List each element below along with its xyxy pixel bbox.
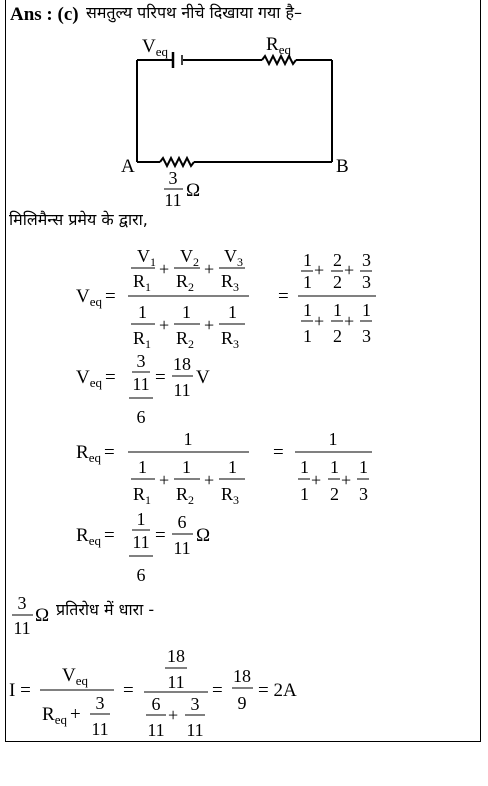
svg-text:+: +: [311, 470, 322, 490]
equation-req-formula: [0, 428, 488, 508]
svg-text:6: 6: [136, 565, 146, 585]
svg-text:1: 1: [300, 484, 309, 504]
svg-text:2: 2: [333, 326, 342, 346]
answer-text: समतुल्य परिपथ नीचे दिखाया गया है–: [86, 3, 303, 22]
req-label: $R_{eq}$: [266, 34, 291, 57]
svg-text:1: 1: [359, 457, 368, 477]
svg-text:+: +: [159, 259, 170, 279]
svg-text:2: 2: [333, 272, 342, 292]
svg-text:6: 6: [151, 694, 161, 714]
svg-text:11: 11: [186, 720, 204, 740]
svg-text:3: 3: [17, 593, 27, 613]
svg-text:+: +: [314, 311, 325, 331]
veq-label: $V_{eq}$: [142, 36, 169, 59]
svg-text:3: 3: [95, 693, 105, 713]
svg-text:3: 3: [359, 484, 368, 504]
equation-req-result: [0, 508, 488, 588]
svg-text:+: +: [344, 311, 355, 331]
svg-text:11: 11: [167, 672, 185, 692]
svg-text:1: 1: [303, 272, 312, 292]
svg-text:11: 11: [173, 538, 191, 558]
svg-text:3: 3: [168, 168, 178, 188]
svg-text:6: 6: [136, 407, 146, 427]
svg-text:Veq=: $V_{eq}$ =: [76, 367, 116, 390]
svg-text:6: 6: [177, 512, 187, 532]
svg-text:1: 1: [362, 300, 371, 320]
svg-text:Ω: Ω: [196, 525, 211, 546]
node-a-label: A: [121, 156, 135, 177]
answer-prefix: Ans : (c): [10, 4, 79, 25]
svg-text:Req=: $R_{eq}$ =: [76, 525, 115, 548]
svg-text:= 2A: = 2A: [258, 680, 297, 701]
svg-text:+: +: [159, 470, 170, 490]
svg-text:11: 11: [13, 618, 31, 638]
svg-text:3: 3: [190, 694, 200, 714]
svg-text:R2: $R_2$: [176, 328, 195, 351]
svg-text:1: 1: [300, 457, 309, 477]
current-line-text: प्रतिरोध में धारा -: [56, 600, 155, 619]
millman-theorem-line: मिलिमैन्स प्रमेय के द्वारा,: [9, 210, 148, 229]
node-b-label: B: [336, 156, 349, 177]
svg-text:R2: $R_2$: [176, 271, 195, 294]
equation-veq-millman: [0, 238, 488, 358]
svg-text:R3: $R_3$: [221, 484, 240, 507]
current-resistor-fraction: [0, 590, 60, 640]
svg-text:R2: $R_2$: [176, 484, 195, 507]
resistor-value-label: [164, 168, 200, 210]
svg-text:+: +: [159, 315, 170, 335]
svg-text:=: =: [212, 680, 223, 701]
svg-text:=: =: [155, 367, 166, 388]
battery-symbol: [173, 52, 182, 68]
svg-text:1: 1: [182, 302, 191, 322]
svg-text:11: 11: [147, 720, 165, 740]
svg-text:1: 1: [138, 302, 147, 322]
svg-text:2: 2: [330, 484, 339, 504]
svg-text:11: 11: [132, 532, 150, 552]
svg-text:3: 3: [362, 326, 371, 346]
svg-text:=: =: [155, 525, 166, 546]
svg-text:1: 1: [228, 302, 237, 322]
svg-text:1: 1: [182, 457, 191, 477]
svg-text:18: 18: [233, 666, 251, 686]
svg-text:1: 1: [138, 457, 147, 477]
svg-text:V2: $V_2$: [180, 246, 199, 269]
equation-veq-result: [0, 350, 488, 430]
equivalent-circuit: [0, 0, 488, 220]
svg-text:11: 11: [91, 719, 109, 739]
svg-text:Veq: $V_{eq}$: [62, 665, 89, 688]
svg-text:I =: I =: [9, 680, 31, 701]
svg-text:3: 3: [362, 272, 371, 292]
svg-text:Req+: $R_{eq}$ +: [42, 704, 81, 727]
svg-text:Ω: Ω: [35, 605, 50, 626]
svg-text:+: +: [204, 470, 215, 490]
svg-text:Req=: $R_{eq}$ =: [76, 442, 115, 465]
svg-text:V: V: [196, 367, 210, 388]
svg-text:18: 18: [173, 354, 191, 374]
svg-text:Veq=: $V_{eq}$ =: [76, 286, 116, 309]
svg-text:+: +: [344, 260, 355, 280]
svg-text:3: 3: [136, 351, 146, 371]
svg-text:+: +: [204, 259, 215, 279]
svg-text:1: 1: [328, 429, 338, 449]
svg-text:18: 18: [167, 646, 185, 666]
svg-text:2: 2: [333, 250, 342, 270]
svg-text:+: +: [168, 705, 179, 725]
svg-text:+: +: [314, 260, 325, 280]
svg-text:11: 11: [132, 374, 150, 394]
svg-text:V3: $V_3$: [224, 246, 243, 269]
svg-text:1: 1: [303, 300, 312, 320]
svg-text:R3: $R_3$: [221, 328, 240, 351]
svg-text:9: 9: [237, 693, 247, 713]
svg-text:1: 1: [303, 326, 312, 346]
svg-text:=: =: [273, 442, 284, 463]
svg-text:1: 1: [136, 509, 146, 529]
svg-text:+: +: [341, 470, 352, 490]
svg-text:1: 1: [183, 429, 193, 449]
svg-text:Ω: Ω: [186, 180, 201, 201]
svg-text:1: 1: [330, 457, 339, 477]
svg-text:1: 1: [228, 457, 237, 477]
svg-text:11: 11: [173, 380, 191, 400]
svg-text:1: 1: [303, 250, 312, 270]
svg-text:R1: $R_1$: [133, 484, 152, 507]
svg-text:R1: $R_1$: [133, 328, 152, 351]
svg-text:V1: $V_1$: [137, 246, 156, 269]
equation-current: [0, 642, 488, 742]
svg-text:R3: $R_3$: [221, 271, 240, 294]
svg-text:=: =: [123, 680, 134, 701]
svg-text:R1: $R_1$: [133, 271, 152, 294]
svg-text:=: =: [278, 286, 289, 307]
svg-text:1: 1: [333, 300, 342, 320]
svg-text:11: 11: [164, 190, 182, 210]
svg-text:3: 3: [362, 250, 371, 270]
svg-text:+: +: [204, 315, 215, 335]
